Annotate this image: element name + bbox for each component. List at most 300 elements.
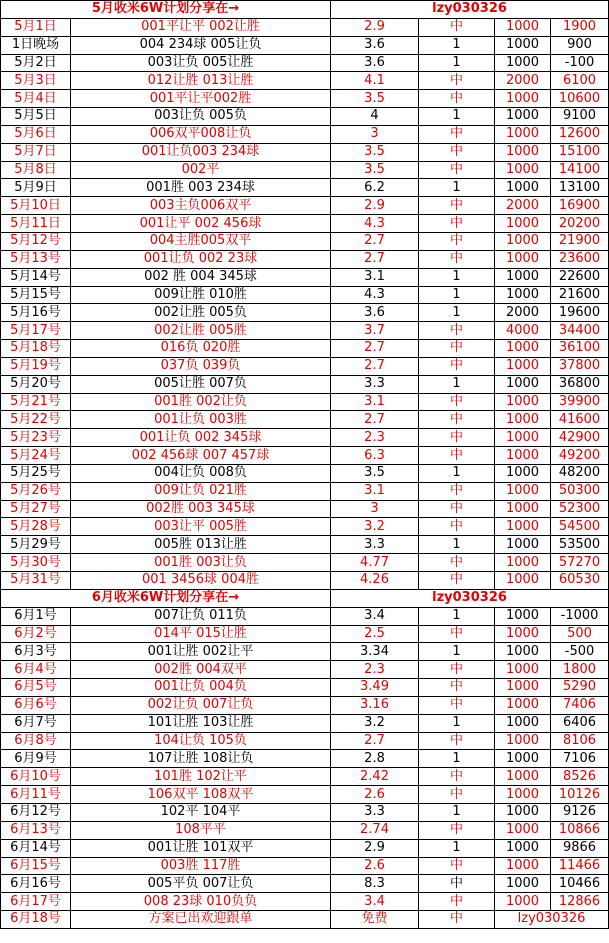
total-cell: 12600 xyxy=(551,125,609,143)
pick-cell: 006双平008让负 xyxy=(71,125,331,143)
date-cell: 5月22号 xyxy=(1,411,71,429)
date-cell: 5月10日 xyxy=(1,197,71,215)
odds-cell: 3.3 xyxy=(331,536,419,554)
date-cell: 5月27号 xyxy=(1,500,71,518)
result-cell: 中 xyxy=(419,429,495,447)
table-row xyxy=(1,643,609,661)
table-row xyxy=(1,340,609,358)
stake-cell: 1000 xyxy=(495,90,551,108)
table-row xyxy=(1,518,609,536)
odds-cell: 3 xyxy=(331,500,419,518)
date-cell: 5月20号 xyxy=(1,375,71,393)
result-cell: 1 xyxy=(419,179,495,197)
result-cell: 中 xyxy=(419,197,495,215)
odds-cell: 2.7 xyxy=(331,232,419,250)
pick-cell: 002让胜 005负 xyxy=(71,304,331,322)
total-cell: 60530 xyxy=(551,572,609,590)
total-cell: -500 xyxy=(551,643,609,661)
odds-cell: 6.2 xyxy=(331,179,419,197)
pick-cell: 001让负 003胜 xyxy=(71,411,331,429)
pick-cell: 002让负 007让负 xyxy=(71,696,331,714)
date-cell: 6月12号 xyxy=(1,803,71,821)
table-row xyxy=(1,696,609,714)
result-cell: 中 xyxy=(419,821,495,839)
odds-cell: 3.49 xyxy=(331,679,419,697)
banner-title: 5月收米6W计划分享在→ xyxy=(1,1,331,19)
stake-cell: 1000 xyxy=(495,286,551,304)
stake-cell: 2000 xyxy=(495,72,551,90)
result-cell: 中 xyxy=(419,875,495,893)
stake-cell: 1000 xyxy=(495,661,551,679)
result-cell: 中 xyxy=(419,911,495,929)
total-cell: 42900 xyxy=(551,429,609,447)
result-cell: 1 xyxy=(419,714,495,732)
total-cell: 50300 xyxy=(551,482,609,500)
date-cell: 5月15号 xyxy=(1,286,71,304)
pick-cell: 101让胜 103让胜 xyxy=(71,714,331,732)
date-cell: 5月6日 xyxy=(1,125,71,143)
result-cell: 1 xyxy=(419,375,495,393)
stake-cell: 1000 xyxy=(495,125,551,143)
result-cell: 1 xyxy=(419,607,495,625)
table-row xyxy=(1,572,609,590)
pick-cell: 005胜 013让胜 xyxy=(71,536,331,554)
total-cell: 21900 xyxy=(551,232,609,250)
result-cell: 中 xyxy=(419,500,495,518)
total-cell: 36100 xyxy=(551,340,609,358)
table-row xyxy=(1,536,609,554)
odds-cell: 免费 xyxy=(331,911,419,929)
result-cell: 1 xyxy=(419,268,495,286)
stake-cell: 1000 xyxy=(495,161,551,179)
stake-cell: 1000 xyxy=(495,232,551,250)
date-cell: 5月9日 xyxy=(1,179,71,197)
total-cell: 900 xyxy=(551,36,609,54)
odds-cell: 3.2 xyxy=(331,714,419,732)
result-cell: 中 xyxy=(419,90,495,108)
pick-cell: 004 234球 005让负 xyxy=(71,36,331,54)
pick-cell: 002平 xyxy=(71,161,331,179)
odds-cell: 2.7 xyxy=(331,340,419,358)
pick-cell: 012让胜 013让胜 xyxy=(71,72,331,90)
table-row xyxy=(1,197,609,215)
date-cell: 6月6号 xyxy=(1,696,71,714)
stake-cell: 1000 xyxy=(495,554,551,572)
table-row xyxy=(1,625,609,643)
pick-cell: 106双平 108双平 xyxy=(71,786,331,804)
pick-cell: 003主负006双平 xyxy=(71,197,331,215)
result-cell: 中 xyxy=(419,18,495,36)
stake-cell: 1000 xyxy=(495,375,551,393)
result-cell: 中 xyxy=(419,893,495,911)
total-cell: 9100 xyxy=(551,108,609,126)
table-row xyxy=(1,90,609,108)
pick-cell: 001让平 002 456球 xyxy=(71,215,331,233)
table-row xyxy=(1,875,609,893)
date-cell: 5月23号 xyxy=(1,429,71,447)
result-cell: 中 xyxy=(419,357,495,375)
pick-cell: 002 456球 007 457球 xyxy=(71,447,331,465)
pick-cell: 004让负 008负 xyxy=(71,464,331,482)
date-cell: 5月4日 xyxy=(1,90,71,108)
table-row xyxy=(1,607,609,625)
stake-cell: 1000 xyxy=(495,607,551,625)
date-cell: 6月8号 xyxy=(1,732,71,750)
stake-cell: 1000 xyxy=(495,447,551,465)
section-banner xyxy=(1,589,609,607)
total-cell: 10866 xyxy=(551,821,609,839)
stake-cell: 1000 xyxy=(495,18,551,36)
result-cell: 1 xyxy=(419,286,495,304)
pick-cell: 001胜 003 234球 xyxy=(71,179,331,197)
total-cell: 48200 xyxy=(551,464,609,482)
table-row xyxy=(1,286,609,304)
date-cell: 6月3号 xyxy=(1,643,71,661)
table-row xyxy=(1,500,609,518)
odds-cell: 2.3 xyxy=(331,429,419,447)
stake-cell: 1000 xyxy=(495,572,551,590)
table-row xyxy=(1,375,609,393)
odds-cell: 3.5 xyxy=(331,464,419,482)
stake-cell: 1000 xyxy=(495,786,551,804)
result-cell: 中 xyxy=(419,72,495,90)
stake-cell: 1000 xyxy=(495,215,551,233)
result-cell: 中 xyxy=(419,232,495,250)
total-cell: 36800 xyxy=(551,375,609,393)
odds-cell: 3.6 xyxy=(331,54,419,72)
total-cell: 7406 xyxy=(551,696,609,714)
odds-cell: 3.3 xyxy=(331,803,419,821)
pick-cell: 001胜 002让负 xyxy=(71,393,331,411)
result-cell: 1 xyxy=(419,304,495,322)
result-cell: 中 xyxy=(419,768,495,786)
odds-cell: 2.9 xyxy=(331,197,419,215)
date-cell: 5月13号 xyxy=(1,250,71,268)
table-row xyxy=(1,714,609,732)
total-cell: 34400 xyxy=(551,322,609,340)
total-cell: -1000 xyxy=(551,607,609,625)
date-cell: 5月18号 xyxy=(1,340,71,358)
date-cell: 5月21号 xyxy=(1,393,71,411)
total-cell: 22600 xyxy=(551,268,609,286)
result-cell: 1 xyxy=(419,536,495,554)
result-cell: 中 xyxy=(419,786,495,804)
date-cell: 5月30号 xyxy=(1,554,71,572)
stake-cell: 1000 xyxy=(495,411,551,429)
date-cell: 5月25号 xyxy=(1,464,71,482)
date-cell: 5月5日 xyxy=(1,108,71,126)
stake-cell: 1000 xyxy=(495,536,551,554)
date-cell: 5月1日 xyxy=(1,18,71,36)
total-cell: 11466 xyxy=(551,857,609,875)
result-cell: 中 xyxy=(419,572,495,590)
total-cell: 52300 xyxy=(551,500,609,518)
table-row xyxy=(1,250,609,268)
result-cell: 中 xyxy=(419,161,495,179)
odds-cell: 3.4 xyxy=(331,607,419,625)
odds-cell: 3.1 xyxy=(331,268,419,286)
table-row xyxy=(1,750,609,768)
result-cell: 1 xyxy=(419,108,495,126)
section-banner xyxy=(1,1,609,19)
total-cell: 6406 xyxy=(551,714,609,732)
total-cell: 19600 xyxy=(551,304,609,322)
result-cell: 中 xyxy=(419,857,495,875)
banner-contact: lzy030326 xyxy=(331,589,609,607)
odds-cell: 2.9 xyxy=(331,839,419,857)
pick-cell: 009让胜 010胜 xyxy=(71,286,331,304)
table-row xyxy=(1,393,609,411)
date-cell: 6月5号 xyxy=(1,679,71,697)
odds-cell: 4.3 xyxy=(331,215,419,233)
total-cell: 5290 xyxy=(551,679,609,697)
pick-cell: 108平平 xyxy=(71,821,331,839)
stake-cell: 1000 xyxy=(495,875,551,893)
stake-cell: 1000 xyxy=(495,732,551,750)
date-cell: 6月13号 xyxy=(1,821,71,839)
date-cell: 1日晚场 xyxy=(1,36,71,54)
date-cell: 6月18号 xyxy=(1,911,71,929)
stake-cell: 1000 xyxy=(495,839,551,857)
odds-cell: 6.3 xyxy=(331,447,419,465)
odds-cell: 2.3 xyxy=(331,661,419,679)
odds-cell: 2.7 xyxy=(331,250,419,268)
pick-cell: 003让平 005胜 xyxy=(71,518,331,536)
odds-cell: 2.7 xyxy=(331,357,419,375)
stake-cell: 1000 xyxy=(495,714,551,732)
result-cell: 中 xyxy=(419,143,495,161)
result-cell: 中 xyxy=(419,250,495,268)
stake-cell: 1000 xyxy=(495,857,551,875)
pick-cell: 003让负 005让胜 xyxy=(71,54,331,72)
pick-cell: 001平让平 002让胜 xyxy=(71,18,331,36)
pick-cell: 002胜 004双平 xyxy=(71,661,331,679)
pick-cell: 007让负 011负 xyxy=(71,607,331,625)
total-cell: 1800 xyxy=(551,661,609,679)
stake-cell: 1000 xyxy=(495,340,551,358)
odds-cell: 3 xyxy=(331,125,419,143)
date-cell: 5月17号 xyxy=(1,322,71,340)
stake-cell: 1000 xyxy=(495,821,551,839)
total-cell: 53500 xyxy=(551,536,609,554)
pick-cell: 107让胜 108让负 xyxy=(71,750,331,768)
total-cell: 6100 xyxy=(551,72,609,90)
date-cell: 6月9号 xyxy=(1,750,71,768)
total-cell: 9126 xyxy=(551,803,609,821)
pick-cell: 008 23球 010负负 xyxy=(71,893,331,911)
result-cell: 中 xyxy=(419,625,495,643)
odds-cell: 3.16 xyxy=(331,696,419,714)
odds-cell: 4.1 xyxy=(331,72,419,90)
stake-cell: 1000 xyxy=(495,696,551,714)
result-cell: 中 xyxy=(419,322,495,340)
date-cell: 5月28号 xyxy=(1,518,71,536)
pick-cell: 001胜 003让负 xyxy=(71,554,331,572)
table-row xyxy=(1,232,609,250)
pick-cell: 004主胜005双平 xyxy=(71,232,331,250)
total-cell: 14100 xyxy=(551,161,609,179)
table-row xyxy=(1,36,609,54)
total-cell: 39900 xyxy=(551,393,609,411)
pick-cell: 方案已出欢迎跟单 xyxy=(71,911,331,929)
pick-cell: 002让胜 005胜 xyxy=(71,322,331,340)
odds-cell: 3.3 xyxy=(331,375,419,393)
total-cell: 37800 xyxy=(551,357,609,375)
table-row xyxy=(1,179,609,197)
stake-cell: 1000 xyxy=(495,357,551,375)
date-cell: 5月2日 xyxy=(1,54,71,72)
odds-cell: 2.6 xyxy=(331,786,419,804)
date-cell: 6月14号 xyxy=(1,839,71,857)
table-row xyxy=(1,411,609,429)
stake-cell: 1000 xyxy=(495,250,551,268)
stake-cell: 1000 xyxy=(495,36,551,54)
pick-cell: 009让负 021胜 xyxy=(71,482,331,500)
result-cell: 中 xyxy=(419,661,495,679)
odds-cell: 2.5 xyxy=(331,625,419,643)
table-row xyxy=(1,125,609,143)
table-row xyxy=(1,786,609,804)
pick-cell: 102平 104平 xyxy=(71,803,331,821)
pick-cell: 104让负 105负 xyxy=(71,732,331,750)
odds-cell: 4.3 xyxy=(331,286,419,304)
stake-cell: 2000 xyxy=(495,197,551,215)
table-row xyxy=(1,768,609,786)
pick-cell: 002胜 003 345球 xyxy=(71,500,331,518)
pick-cell: 003胜 117胜 xyxy=(71,857,331,875)
odds-cell: 3.7 xyxy=(331,322,419,340)
date-cell: 5月24号 xyxy=(1,447,71,465)
table-row xyxy=(1,857,609,875)
banner-title: 6月收米6W计划分享在→ xyxy=(1,589,331,607)
odds-cell: 2.9 xyxy=(331,18,419,36)
table-row xyxy=(1,482,609,500)
stake-cell: 1000 xyxy=(495,893,551,911)
odds-cell: 2.7 xyxy=(331,732,419,750)
odds-cell: 3.2 xyxy=(331,518,419,536)
table-row xyxy=(1,429,609,447)
result-cell: 1 xyxy=(419,464,495,482)
odds-cell: 3.6 xyxy=(331,36,419,54)
total-cell: 57270 xyxy=(551,554,609,572)
table-row xyxy=(1,839,609,857)
odds-cell: 3.6 xyxy=(331,304,419,322)
table-row xyxy=(1,661,609,679)
result-cell: 中 xyxy=(419,696,495,714)
stake-cell: 1000 xyxy=(495,625,551,643)
table-row xyxy=(1,732,609,750)
total-cell: -100 xyxy=(551,54,609,72)
stake-cell: 4000 xyxy=(495,322,551,340)
odds-cell: 4.26 xyxy=(331,572,419,590)
date-cell: 6月11号 xyxy=(1,786,71,804)
stake-cell: 1000 xyxy=(495,643,551,661)
total-cell: 10466 xyxy=(551,875,609,893)
date-cell: 5月14号 xyxy=(1,268,71,286)
table-row xyxy=(1,54,609,72)
stake-cell: 1000 xyxy=(495,268,551,286)
stake-cell: 1000 xyxy=(495,143,551,161)
table-row xyxy=(1,821,609,839)
result-cell: 中 xyxy=(419,340,495,358)
date-cell: 5月3日 xyxy=(1,72,71,90)
pick-cell: 001让胜 101双平 xyxy=(71,839,331,857)
date-cell: 6月17号 xyxy=(1,893,71,911)
odds-cell: 3.1 xyxy=(331,393,419,411)
pick-cell: 014平 015让胜 xyxy=(71,625,331,643)
table-row xyxy=(1,143,609,161)
date-cell: 6月1号 xyxy=(1,607,71,625)
contact-cell: lzy030326 xyxy=(495,911,609,929)
table-row xyxy=(1,72,609,90)
total-cell: 12866 xyxy=(551,893,609,911)
result-cell: 中 xyxy=(419,732,495,750)
total-cell: 15100 xyxy=(551,143,609,161)
result-cell: 中 xyxy=(419,215,495,233)
stake-cell: 1000 xyxy=(495,768,551,786)
pick-cell: 005让胜 007负 xyxy=(71,375,331,393)
pick-cell: 001平让平002胜 xyxy=(71,90,331,108)
odds-cell: 3.1 xyxy=(331,482,419,500)
result-cell: 1 xyxy=(419,643,495,661)
table-row xyxy=(1,447,609,465)
odds-cell: 8.3 xyxy=(331,875,419,893)
result-cell: 1 xyxy=(419,803,495,821)
stake-cell: 1000 xyxy=(495,429,551,447)
total-cell: 8106 xyxy=(551,732,609,750)
date-cell: 6月16号 xyxy=(1,875,71,893)
odds-cell: 3.5 xyxy=(331,90,419,108)
result-cell: 1 xyxy=(419,839,495,857)
date-cell: 6月7号 xyxy=(1,714,71,732)
result-cell: 1 xyxy=(419,750,495,768)
stake-cell: 1000 xyxy=(495,803,551,821)
result-cell: 中 xyxy=(419,554,495,572)
total-cell: 54500 xyxy=(551,518,609,536)
total-cell: 23600 xyxy=(551,250,609,268)
date-cell: 5月11日 xyxy=(1,215,71,233)
table-row xyxy=(1,357,609,375)
stake-cell: 1000 xyxy=(495,54,551,72)
table-row xyxy=(1,215,609,233)
table-row xyxy=(1,464,609,482)
date-cell: 6月2号 xyxy=(1,625,71,643)
result-cell: 中 xyxy=(419,518,495,536)
table-row xyxy=(1,304,609,322)
table-row xyxy=(1,893,609,911)
odds-cell: 3.34 xyxy=(331,643,419,661)
table-row xyxy=(1,679,609,697)
result-cell: 中 xyxy=(419,482,495,500)
date-cell: 5月19号 xyxy=(1,357,71,375)
table-row xyxy=(1,322,609,340)
odds-cell: 4 xyxy=(331,108,419,126)
pick-cell: 001让胜 002让平 xyxy=(71,643,331,661)
pick-cell: 002 胜 004 345球 xyxy=(71,268,331,286)
date-cell: 5月8日 xyxy=(1,161,71,179)
total-cell: 8526 xyxy=(551,768,609,786)
total-cell: 9866 xyxy=(551,839,609,857)
odds-cell: 2.6 xyxy=(331,857,419,875)
stake-cell: 1000 xyxy=(495,750,551,768)
result-cell: 中 xyxy=(419,411,495,429)
stake-cell: 1000 xyxy=(495,679,551,697)
odds-cell: 4.77 xyxy=(331,554,419,572)
total-cell: 16900 xyxy=(551,197,609,215)
total-cell: 49200 xyxy=(551,447,609,465)
pick-cell: 016负 020胜 xyxy=(71,340,331,358)
pick-cell: 001让负003 234球 xyxy=(71,143,331,161)
